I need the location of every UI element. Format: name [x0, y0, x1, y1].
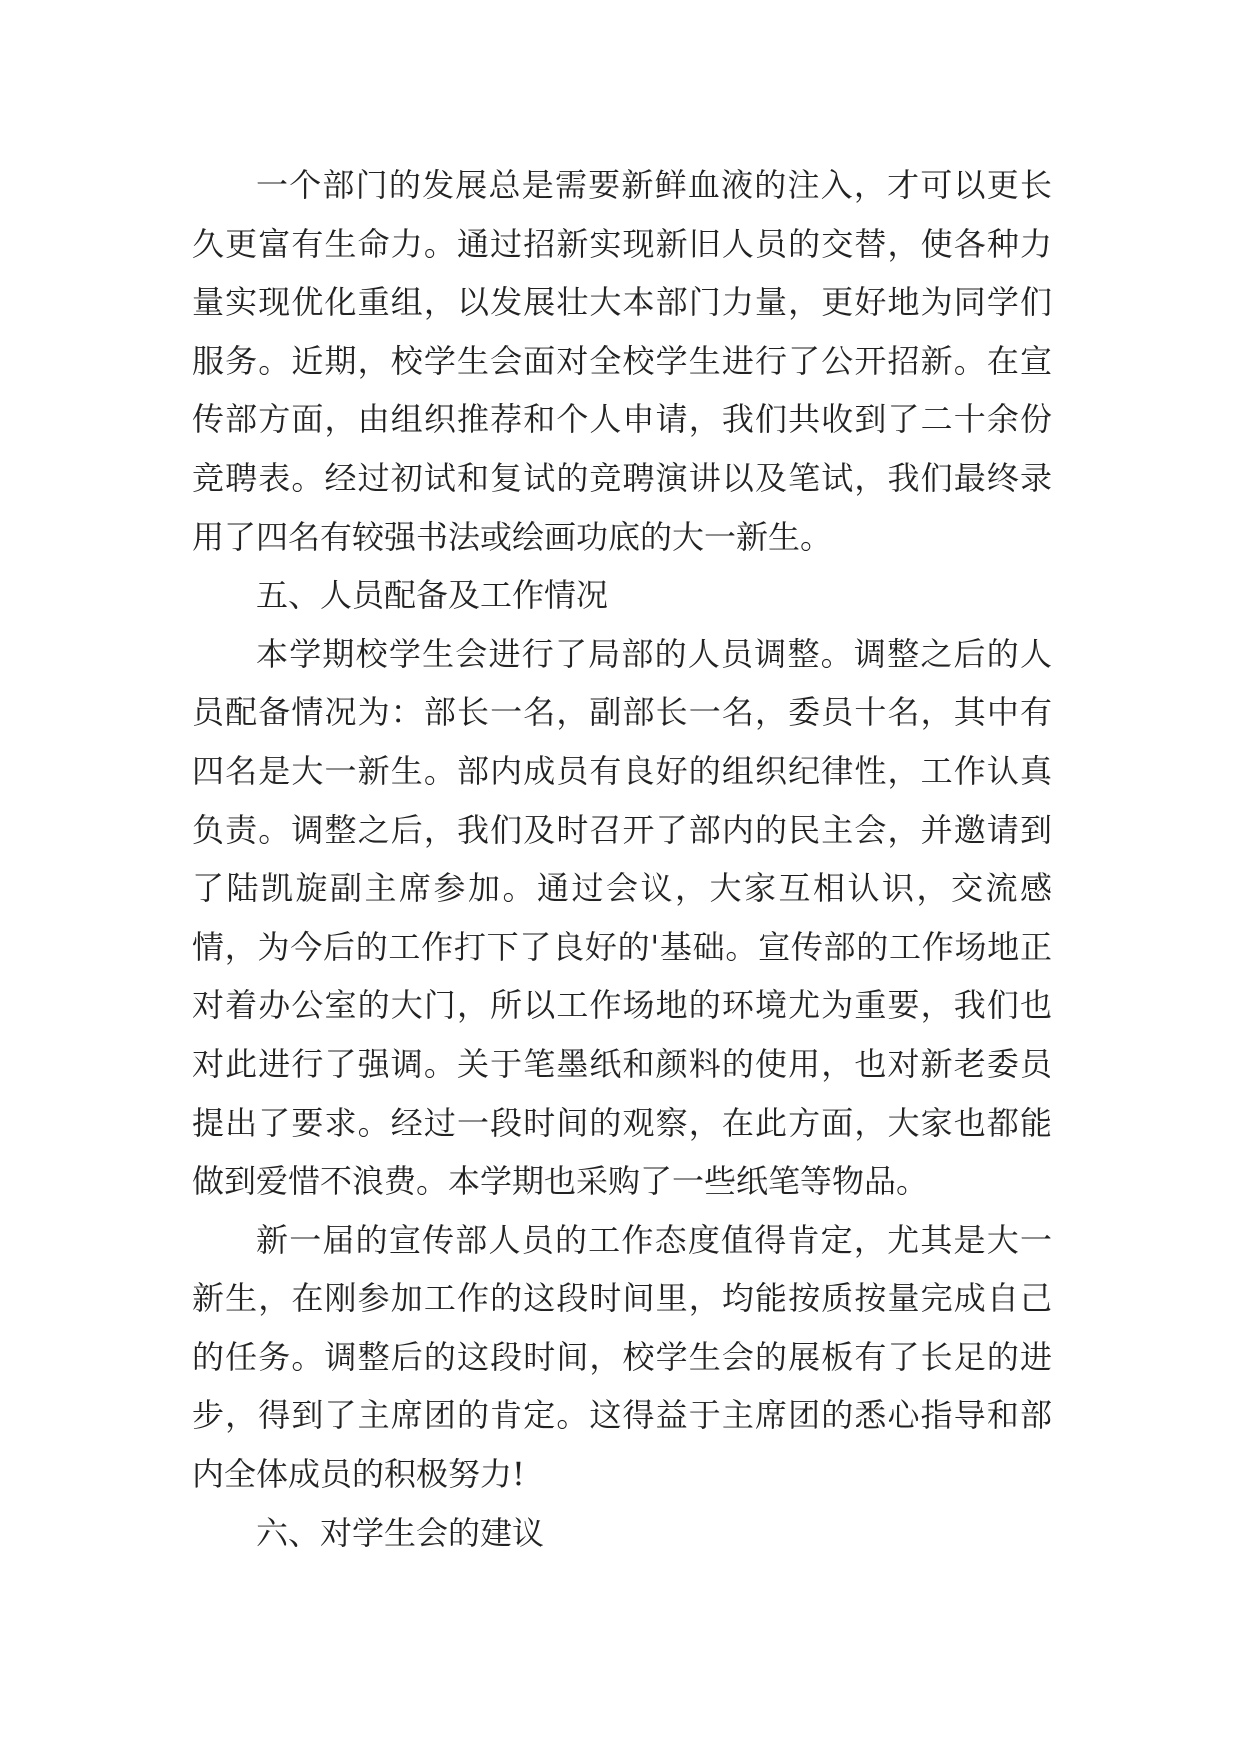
- section-heading-suggestions: 六、对学生会的建议: [256, 1513, 545, 1552]
- section-heading-staffing: 五、人员配备及工作情况: [256, 576, 609, 615]
- paragraph-staffing: 本学期校学生会进行了局部的人员调整。调整之后的人员配备情况为：部长一名，副部长一名，委员十名，其中有四名是大一新生。部内成员有良好的组织纪律性，工作认真负责。调整之后，我们及时召开了部内的民主会，并邀请到了陆凯旋副主席参加。通过会议，大家互相认识，交流感情，为今后的工作打下了良好的'基础。宣传部的工作场地正对着办公室的大门，所以工作场地的环境尤为重要，我们也对此进行了强调。关于笔墨纸和颜料的使用，也对新老委员提出了要求。经过一段时间的观察，在此方面，大家也都能做到爱惜不浪费。本学期也采购了一些纸笔等物品。: [192, 634, 1052, 1201]
- paragraph-work-attitude: 新一届的宣传部人员的工作态度值得肯定，尤其是大一新生，在刚参加工作的这段时间里，均能按质按量完成自己的任务。调整后的这段时间，校学生会的展板有了长足的进步，得到了主席团的肯定。这得益于主席团的悉心指导和部内全体成员的积极努力!: [192, 1220, 1052, 1494]
- paragraph-recruitment: 一个部门的发展总是需要新鲜血液的注入，才可以更长久更富有生命力。通过招新实现新旧人员的交替，使各种力量实现优化重组，以发展壮大本部门力量，更好地为同学们服务。近期，校学生会面对全校学生进行了公开招新。在宣传部方面，由组织推荐和个人申请，我们共收到了二十余份竞聘表。经过初试和复试的竞聘演讲以及笔试，我们最终录用了四名有较强书法或绘画功底的大一新生。: [192, 166, 1052, 556]
- document-body: [192, 156, 1052, 1562]
